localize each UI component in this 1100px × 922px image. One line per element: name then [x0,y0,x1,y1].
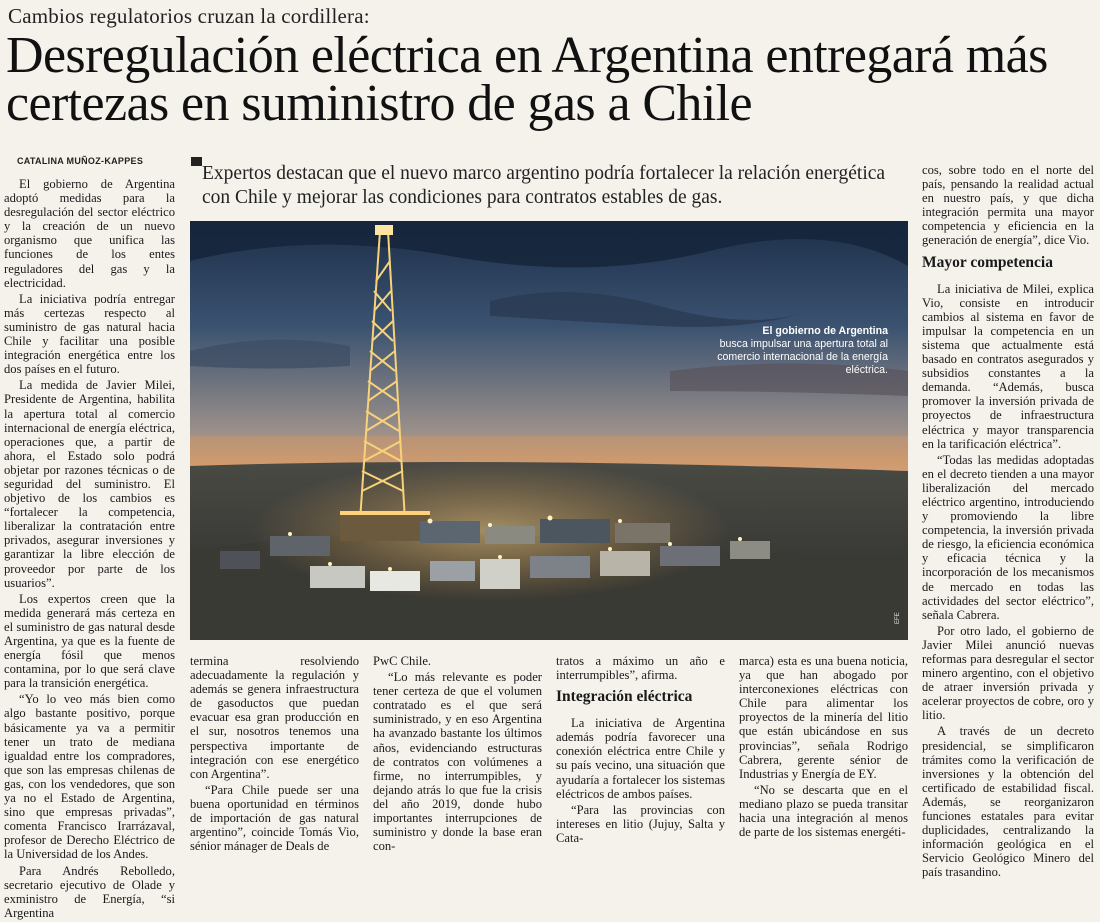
headline: Desregulación eléctrica en Argentina entregará más certezas en suministro de gas a Chile [6,27,1048,132]
photo-credit: EFE [895,612,901,624]
news-photo [190,221,908,640]
paragraph: A través de un decreto presidencial, se simplificaron trámites como la verificación de inversiones y la obtención del certificado de estabilidad fiscal. Además, se reorganizaron funciones estatales para evitar duplicidades, centralizando la información geológica en el Servicio Geológico Minero del país trasandino. [922,724,1094,880]
paragraph: La iniciativa podría entregar más certezas respecto al suministro de gas natural hacia Chile y facilitar una posible integración energética entre los dos países en el futuro. [4,291,175,377]
caption-lead: El gobierno de Argentina [762,325,888,337]
paragraph: La medida de Javier Milei, Presidente de Argentina, habilita la apertura total al comercio internacional de energía eléctrica, operaciones que, a partir de ahora, el Estado solo podrá objetar por razones técnicas o de seguridad del suministro. El objetivo de los cambios es “fortalecer la competencia, liberalizar la contratación entre privados, asegurar inversiones y garantizar la libre elección de proveedor por parte de los usuarios”. [4,378,175,590]
deck-marker [191,157,202,166]
paragraph: “Para las provincias con intereses en litio (Jujuy, Salta y Cata- [556,802,725,845]
paragraph: marca) esta es una buena noticia, ya que han abogado por interconexiones eléctricas con Chile para alimentar los proyectos de la minería del litio que están ubicándose en sus provincias”, señala Rodrigo Cabrera, gerente sénior de Industrias y Energía de EY. [739,654,908,781]
paragraph: El gobierno de Argentina adoptó medidas para la desregulación del sector eléctrico y la creación de un nuevo organismo que unifica las funciones de los entes reguladores del gas y la electricidad. [4,177,175,290]
column-1 [4,177,175,922]
subhead-competencia: Mayor competencia [922,253,1053,271]
byline: CATALINA MUÑOZ-KAPPES [17,156,144,166]
paragraph: La iniciativa de Milei, explica Vio, consiste en introducir cambios al sistema en favor de impulsar la competencia en un sistema que actualmente está basado en contratos asegurados y subsidios constantes a la demanda. “Además, busca promover la inversión privada de proyectos de infraestructura eléctrica y mayor transparencia en la tarificación eléctrica”. [922,281,1094,451]
oil-rig-night-photo [190,221,908,640]
paragraph: “No se descarta que en el mediano plazo se pueda transitar hacia una integración al menos de parte de los sistemas energéti- [739,782,908,840]
paragraph: La iniciativa de Argentina además podría favorecer una conexión eléctrica entre Chile y su país vecino, una situación que ayudaría a fortalecer los sistemas eléctricos de ambos países. [556,716,725,801]
subhead-integracion: Integración eléctrica [556,688,693,706]
paragraph: Los expertos creen que la medida generará más certeza en el suministro de gas natural desde Argentina, ya que es la fuente de energía fósil que menos contamina, por lo que será clave para la transición energética. [4,591,175,691]
column-6 [922,163,1094,882]
deck: Expertos destacan que el nuevo marco argentino podría fortalecer la relación energética con Chile y mejorar las condiciones para contratos estables de gas. [202,163,886,208]
paragraph: Para Andrés Rebolledo, secretario ejecutivo de Olade y exministro de Energía, “si Argentina [4,863,175,920]
column-4 [556,654,725,847]
paragraph: “Todas las medidas adoptadas en el decreto tienden a una mayor liberalización del mercado eléctrico argentino, introduciendo y promoviendo la libre competencia, la inversión privada de riesgo, la eficiencia económica y eficacia técnica y la incorporación de los mecanismos de mercado en todas las actividades del sector eléctrico”, señala Cabrera. [922,452,1094,622]
paragraph: “Lo más relevante es poder tener certeza de que el volumen contratado es el que será suministrado, y en eso Argentina ha avanzado bastante los últimos años, evidenciando estructuras de contratos con volúmenes a firme, no interrumpibles, y dejando atrás lo que fue la crisis del año 2019, donde hubo importantes interrupciones de suministro y donde la base eran con- [373,670,542,854]
paragraph: PwC Chile. [373,654,432,668]
paragraph: “Yo lo veo más bien como algo bastante positivo, porque básicamente ya va a permitir tener un trato de mediana igualdad entre los compradores, que son las empresas chilenas de gas, con los vendedores, que son ya no el Estado de Argentina, sino que empresas privadas”, comenta Francisco Irarrázaval, profesor de Derecho Eléctrico de la Universidad de los Andes. [4,692,175,862]
paragraph: cos, sobre todo en el norte del país, pensando la realidad actual en nuestro país, y que dicha integración permita una mayor competencia y eficiencia en la generación de energía”, dice Vio. [922,163,1094,248]
caption-text: busca impulsar una apertura total al comercio internacional de la energía eléctrica. [717,338,888,376]
photo-caption [700,325,888,377]
column-3 [373,654,542,855]
paragraph: tratos a máximo un año e interrumpibles”, afirma. [556,654,725,683]
column-2 [190,654,359,855]
paragraph: termina resolviendo adecuadamente la regulación y además se genera infraestructura de gasoductos que puedan evacuar esa gran producción en el sur, nosotros tenemos una perspectiva importante de integración con ese energético con Argentina”. [190,654,359,781]
kicker: Cambios regulatorios cruzan la cordillera: [8,4,370,28]
paragraph: “Para Chile puede ser una buena oportunidad en términos de importación de gas natural argentino”, coincide Tomás Vio, sénior mánager de Deals de [190,782,359,854]
paragraph: Por otro lado, el gobierno de Javier Milei anunció nuevas reformas para desregular el sector minero argentino, con el objetivo de atraer inversión privada y acelerar proyectos de cobre, oro y litio. [922,623,1094,723]
column-5 [739,654,908,841]
